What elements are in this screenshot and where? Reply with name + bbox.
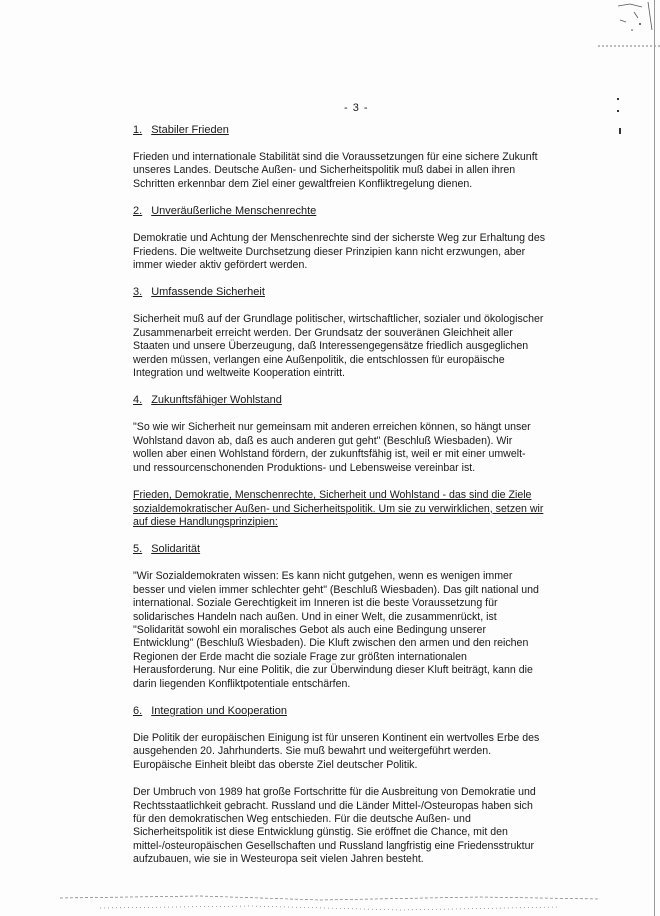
body-paragraph: Sicherheit muß auf der Grundlage politischer, wirtschaftlicher, sozialer und ökologischer Zusammenarbeit erreicht werden. Der Grundsatz der souveränen Gleichheit aller Staaten und unsere Überzeugung, daß Interessengegensätze friedlich ausgeglichen werden müssen, verlangen eine Außenpolitik, die entschlossen für europäische Integration und weltweite Kooperation eintritt. [133,313,544,380]
section-number: 1. [133,124,143,136]
body-paragraph: Der Umbruch von 1989 hat große Fortschritte für die Ausbreitung von Demokratie und Rechtsstaatlichkeit gebracht. Russland und die Länder Mittel-/Osteuropas haben sich für den demokratischen Weg entschieden. Für die deutsche Außen- und Sicherheitspolitik ist diese Entwicklung günstig. Sie eröffnet die Chance, mit den mittel-/osteuropäischen Gesellschaften und Russland langfristig eine Friedensstruktur aufzubauen, wie sie in Westeuropa seit vielen Jahren besteht. [133,786,536,866]
section-number: 2. [133,205,143,218]
section-number: 3. [133,286,143,299]
scan-artifact-bottom [0,886,660,916]
body-paragraph: Die Politik der europäischen Einigung ist für unseren Kontinent ein wertvolles Erbe des ausgehenden 20. Jahrhunderts. Sie muß bewahrt und weitergeführt werden. Europäische Einheit bleibt das oberste Ziel deutscher Politik. [133,731,540,771]
scan-edge-line [654,0,655,916]
section-number: 4. [133,394,143,407]
section-number: 6. [133,704,143,717]
section-title: Solidarität [151,543,201,556]
section-number: 5. [133,543,143,556]
scan-speck [617,98,619,100]
section-heading [133,705,545,718]
scan-speck [617,110,619,112]
summary-paragraph: Frieden, Demokratie, Menschenrechte, Sicherheit und Wohlstand - das sind die Ziele sozialdemokratischer Außen- und Sicherheitspolitik. Um sie zu verwirklichen, setzen wir auf diese Handlungsprinzipien: [133,489,544,528]
section-heading [133,394,545,407]
body-paragraph: Demokratie und Achtung der Menschenrechte sind der sicherste Weg zur Erhaltung des Friedens. Die weltweite Durchsetzung dieser Prinzipien kann nicht erzwungen, aber immer wieder aktiv gefördert werden. [133,232,546,272]
section-title: Unveräußerliche Menschenrechte [151,205,317,218]
section-title: Integration und Kooperation [151,704,287,717]
section-heading [133,543,545,556]
section-heading [133,124,545,137]
section-title: Stabiler Frieden [151,124,229,136]
body-paragraph: Frieden und internationale Stabilität sind die Voraussetzungen für eine sichere Zukunft unseres Landes. Deutsche Außen- und Sicherheitspolitik muß dabei in allen ihren Schritten erkennbar dem Ziel einer gewaltfreien Konfliktregelung dienen. [133,151,538,190]
section-title: Umfassende Sicherheit [151,286,265,299]
scan-speck [619,128,621,134]
scan-artifact-top-right [590,0,660,50]
body-paragraph: "So wie wir Sicherheit nur gemeinsam mit anderen erreichen können, so hängt unser Wohlstand davon ab, daß es auch anderen gut geht" (Beschluß Wiesbaden). Wir wollen aber einen Wohlstand fördern, der zukunftsfähig ist, weil er mit einer umwelt- und ressourcenschonenden Produktions- und Lebensweise vereinbar ist. [133,421,531,474]
section-heading [133,205,545,218]
section-heading [133,286,545,299]
page-number: - 3 - [344,102,369,114]
document-body [133,124,545,881]
body-paragraph: "Wir Sozialdemokraten wissen: Es kann nicht gutgehen, wenn es wenigen immer besser und vielen immer schlechter geht" (Beschluß Wiesbaden). Das gilt national und international. Soziale Gerechtigkeit im Inneren ist die beste Voraussetzung für solidarisches Handeln nach außen. Und in einer Welt, die zusammenrückt, ist "Solidarität sowohl ein moralisches Gebot als auch eine Bedingung unserer Entwicklung" (Beschluß Wiesbaden). Die Kluft zwischen den armen und den reichen Regionen der Erde macht die soziale Frage zur größten internationalen Herausforderung. Nur eine Politik, die zur Überwindung dieser Kluft beiträgt, kann die darin liegenden Konfliktpotentiale entschärfen. [133,570,539,690]
section-title: Zukunftsfähiger Wohlstand [151,394,282,407]
